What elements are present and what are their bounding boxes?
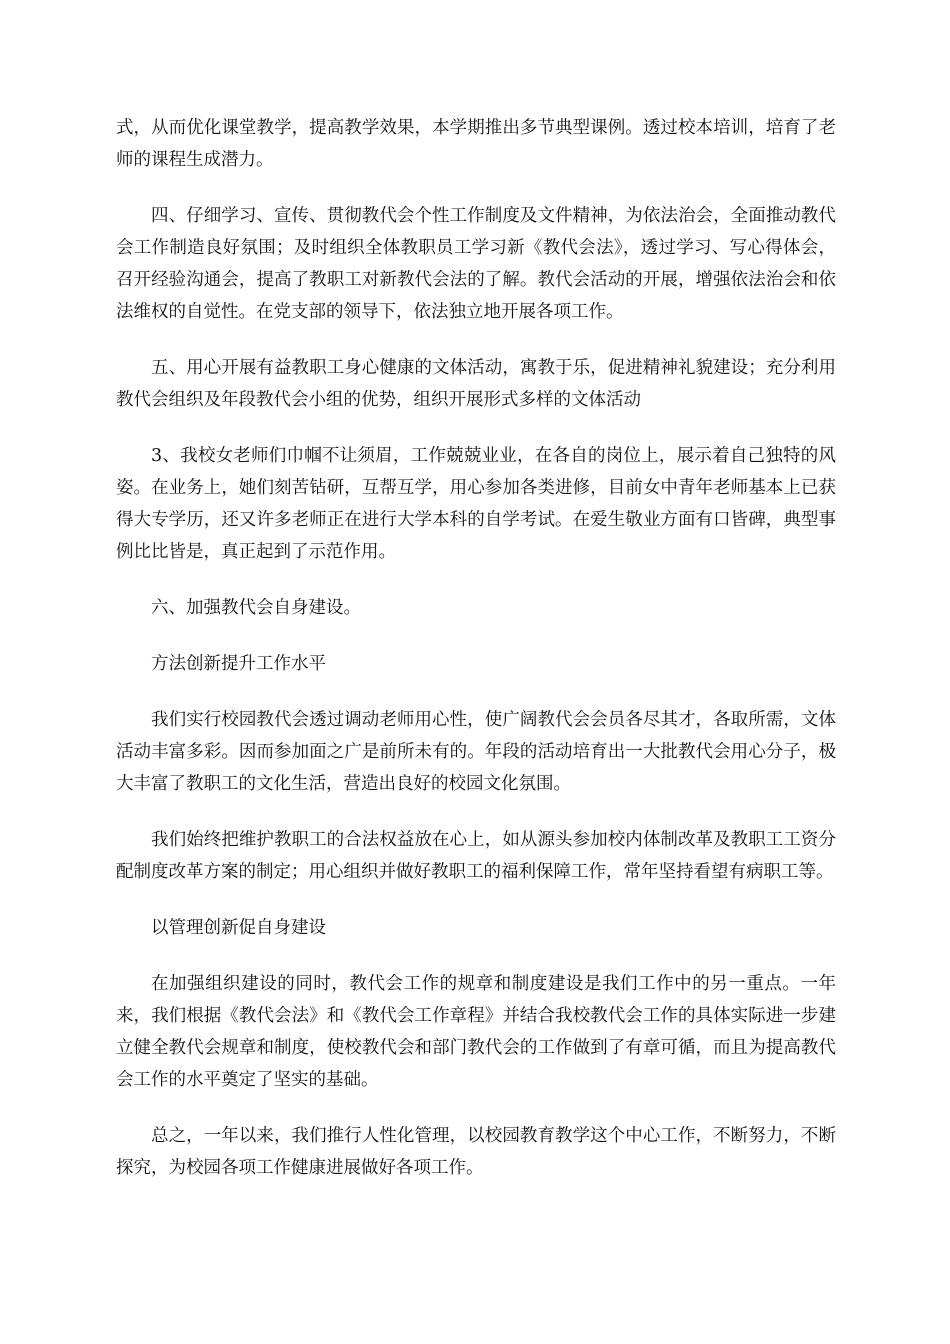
paragraph-conclusion: 总之，一年以来，我们推行人性化管理，以校园教育教学这个中心工作，不断努力，不断探究，为校园各项工作健康进展做好各项工作。 bbox=[116, 1126, 836, 1178]
subheading-method-innovation: 方法创新提升工作水平 bbox=[151, 654, 326, 674]
document-body bbox=[116, 112, 836, 1208]
paragraph-section-five: 五、用心开展有益教职工身心健康的文体活动，寓教于乐，促进精神礼貌建设；充分利用教代会组织及年段教代会小组的优势，组织开展形式多样的文体活动 bbox=[116, 358, 836, 410]
paragraph-section-six: 六、加强教代会自身建设。 bbox=[151, 598, 361, 618]
subheading-management-innovation: 以管理创新促自身建设 bbox=[151, 918, 326, 938]
paragraph-rules-building: 在加强组织建设的同时，教代会工作的规章和制度建设是我们工作中的另一重点。一年来，我们根据《教代会法》和《教代会工作章程》并结合我校教代会工作的具体实际进一步建立健全教代会规章和制度，使校教代会和部门教代会的工作做到了有章可循，而且为提高教代会工作的水平奠定了坚实的基础。 bbox=[116, 974, 836, 1090]
paragraph-continuation: 式，从而优化课堂教学，提高教学效果，本学期推出多节典型课例。透过校本培训，培育了老师的课程生成潜力。 bbox=[116, 118, 836, 170]
paragraph-rights: 我们始终把维护教职工的合法权益放在心上，如从源头参加校内体制改革及教职工工资分配制度改革方案的制定；用心组织并做好教职工的福利保障工作，常年坚持看望有病职工等。 bbox=[116, 830, 836, 882]
paragraph-section-four: 四、仔细学习、宣传、贯彻教代会个性工作制度及文件精神，为依法治会，全面推动教代会工作制造良好氛围；及时组织全体教职员工学习新《教代会法》，透过学习、写心得体会，召开经验沟通会，提高了教职工对新教代会法的了解。教代会活动的开展，增强依法治会和依法维权的自觉性。在党支部的领导下，依法独立地开展各项工作。 bbox=[116, 206, 836, 322]
paragraph-activities: 我们实行校园教代会透过调动老师用心性，使广阔教代会会员各尽其才，各取所需，文体活动丰富多彩。因而参加面之广是前所未有的。年段的活动培育出一大批教代会用心分子，极大丰富了教职工的文化生活，营造出良好的校园文化氛围。 bbox=[116, 710, 836, 794]
paragraph-female-teachers: 3、我校女老师们巾帼不让须眉，工作兢兢业业，在各自的岗位上，展示着自己独特的风姿。在业务上，她们刻苦钻研，互帮互学，用心参加各类进修，目前女中青年老师基本上已获得大专学历，还又许多老师正在进行大学本科的自学考试。在爱生敬业方面有口皆碑，典型事例比比皆是，真正起到了示范作用。 bbox=[116, 446, 836, 562]
